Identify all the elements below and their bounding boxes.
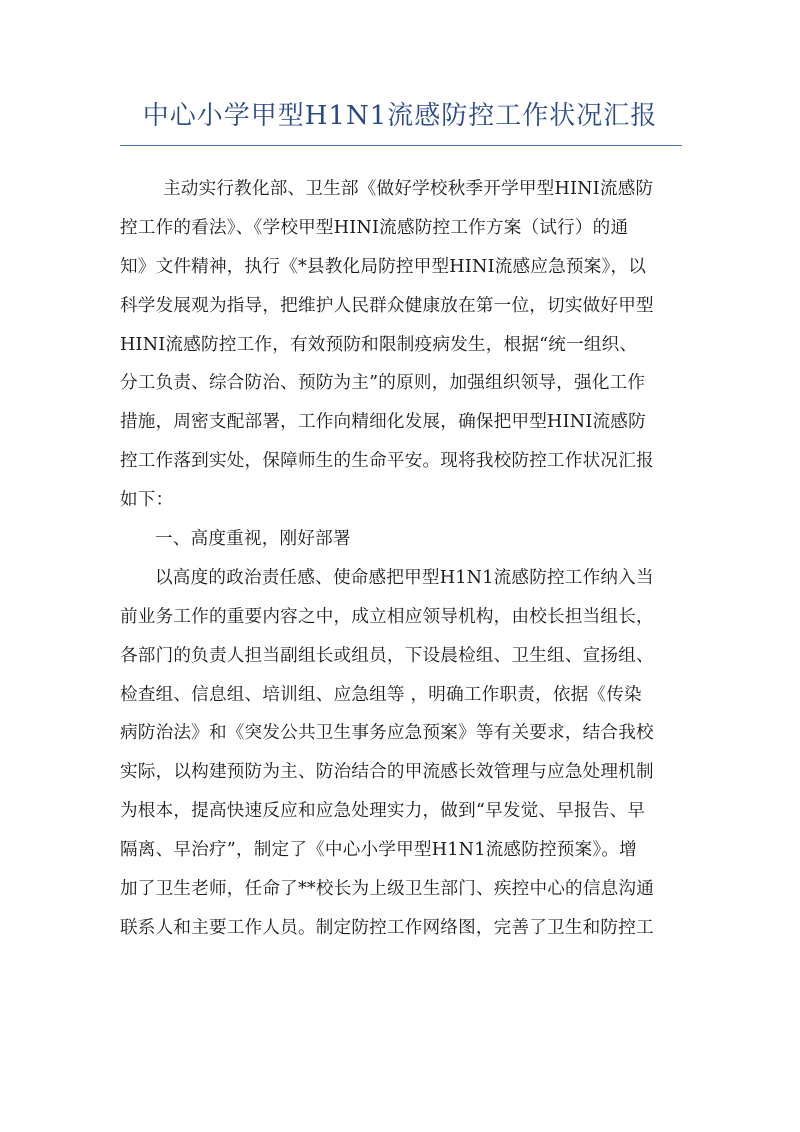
- paragraph-line: 实际，以构建预防为主、防治结合的甲流感长效管理与应急处理机制: [120, 762, 654, 783]
- paragraph-line: 各部门的负责人担当副组长或组员，下设晨检组、卫生组、宣扬组、: [120, 645, 654, 666]
- title-underline: [120, 145, 682, 146]
- paragraph-line: 病防治法》和《突发公共卫生事务应急预案》等有关要求，结合我校: [120, 723, 654, 744]
- paragraph-line: 分工负责、综合防治、预防为主”的原则，加强组织领导，强化工作: [120, 373, 646, 394]
- paragraph-line: 以高度的政治责任感、使命感把甲型H1N1流感防控工作纳入当: [155, 567, 654, 588]
- paragraph-line: 为根本，提高快速反应和应急处理实力，做到“早发觉、早报告、早: [120, 801, 646, 822]
- paragraph-line: 科学发展观为指导，把维护人民群众健康放在第一位，切实做好甲型: [120, 295, 654, 316]
- paragraph-line: HINI流感防控工作，有效预防和限制疫病发生，根据“统一组织、: [120, 334, 638, 355]
- document-body: [120, 170, 682, 948]
- document-title: 中心小学甲型H1N1流感防控工作状况汇报: [142, 101, 658, 131]
- paragraph-line: 前业务工作的重要内容之中，成立相应领导机构，由校长担当组长，: [120, 606, 654, 627]
- paragraph-line: 主动实行教化部、卫生部《做好学校秋季开学甲型HINI流感防: [163, 179, 654, 199]
- paragraph-line: 控工作的看法》、《学校甲型HINI流感防控工作方案（试行）的通: [120, 217, 629, 238]
- paragraph-line: 隔离、早治疗”，制定了《中心小学甲型H1N1流感防控预案》。增: [120, 840, 637, 861]
- paragraph-line: 如下：: [120, 490, 174, 511]
- section-heading: 一、高度重视，刚好部署: [155, 529, 351, 550]
- paragraph-line: 检查组、信息组、培训组、应急组等 ，明确工作职责，依据《传染: [120, 684, 642, 705]
- paragraph-line: 加了卫生老师，任命了**校长为上级卫生部门、疾控中心的信息沟通: [120, 879, 655, 900]
- paragraph-line: 知》文件精神，执行《*县教化局防控甲型HINI流感应急预案》，以: [120, 256, 647, 277]
- paragraph-line: 措施，周密支配部署，工作向精细化发展，确保把甲型HINI流感防: [120, 412, 646, 433]
- paragraph-line: 联系人和主要工作人员。制定防控工作网络图，完善了卫生和防控工: [120, 917, 654, 938]
- paragraph-line: 控工作落到实处，保障师生的生命平安。现将我校防控工作状况汇报: [120, 451, 654, 472]
